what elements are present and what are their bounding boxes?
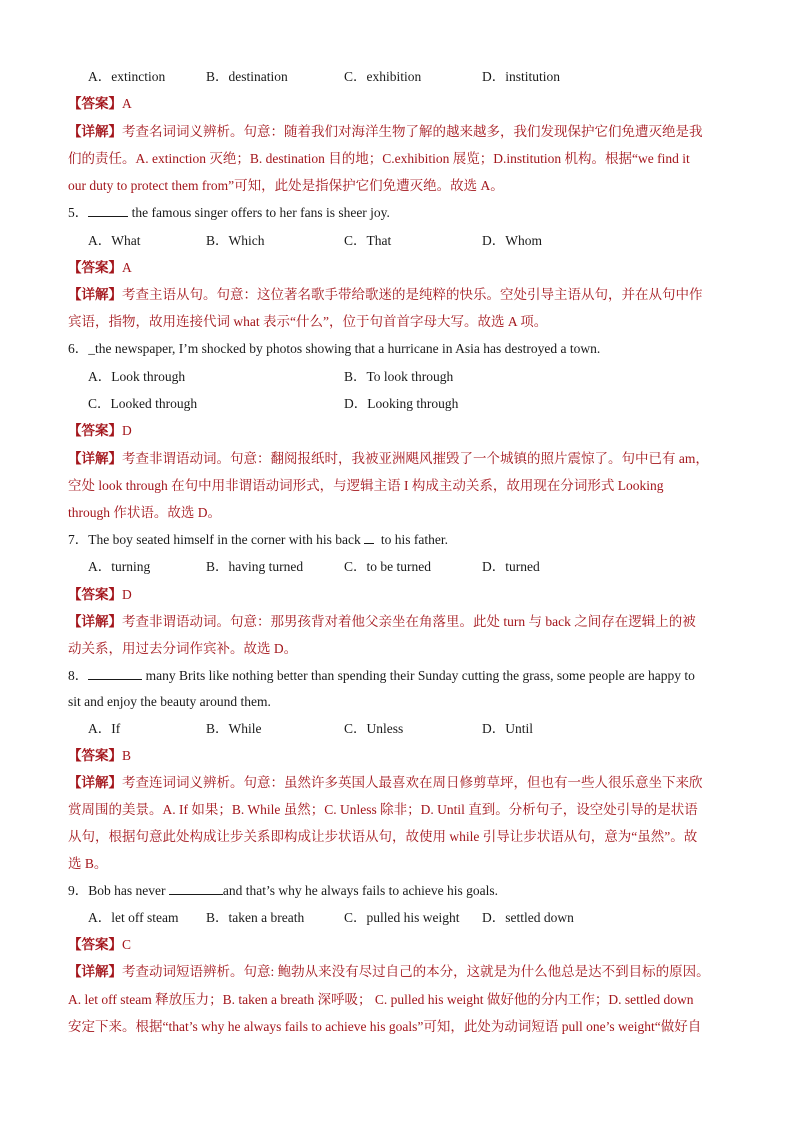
q9-option-b: B．taken a breath — [206, 910, 305, 925]
q8-option-a: A．If — [88, 721, 121, 736]
q8-option-b: B．While — [206, 721, 262, 736]
detail-tag: 【详解】 — [68, 124, 122, 139]
q6-detail-line-3: through 作状语。故选 D。 — [68, 505, 221, 520]
q5-option-c: C．That — [344, 233, 392, 248]
q9-stem: 9．Bob has never and that’s why he always fails to achieve his goals. — [68, 883, 499, 898]
q7-detail-line-2: 动关系，用过去分词作宾补。故选 D。 — [68, 641, 298, 656]
answer-blank — [88, 204, 128, 217]
q5-answer: 【答案】A — [68, 260, 132, 275]
q4-option-b: B．destination — [206, 69, 288, 84]
q5-stem: 5． the famous singer offers to her fans is sheer joy. — [68, 205, 390, 220]
q9-option-a: A．let off steam — [88, 910, 179, 925]
q9-option-c: C．pulled his weight — [344, 910, 460, 925]
q9-detail-line-3: 安定下来。根据“that’s why he always fails to achieve his goals”可知，此处为动词短语 pull one’s weight“做好自 — [68, 1019, 702, 1034]
q4-option-d: D．institution — [482, 69, 561, 84]
q5-detail-line-2: 宾语，指物，故用连接代词 what 表示“什么”，位于句首首字母大写。故选 A 项。 — [68, 314, 548, 329]
q8-detail-line-1: 【详解】考查连词词义辨析。句意：虽然许多英国人最喜欢在周日修剪草坪，但也有一些人很乐意坐下来欣 — [68, 775, 703, 790]
q9-answer: 【答案】C — [68, 937, 132, 952]
q8-option-d: D．Until — [482, 721, 534, 736]
q6-option-c: C．Looked through — [88, 396, 198, 411]
q4-detail-line-1: 【详解】考查名词词义辨析。句意：随着我们对海洋生物了解的越来越多，我们发现保护它们免遭灭绝是我 — [68, 124, 703, 139]
q7-option-d: D．turned — [482, 559, 540, 574]
q8-detail-line-4: 选 B。 — [68, 856, 108, 871]
q5-detail-line-1: 【详解】考查主语从句。句意：这位著名歌手带给歌迷的是纯粹的快乐。空处引导主语从句，并在从句中作 — [68, 287, 703, 302]
answer-tag: 【答案】 — [68, 96, 122, 111]
q6-stem: 6．_the newspaper, I’m shocked by photos showing that a hurricane in Asia has destroyed a town. — [68, 341, 601, 356]
q6-answer: 【答案】D — [68, 423, 132, 438]
q8-stem-line-2: sit and enjoy the beauty around them. — [68, 694, 271, 709]
q8-detail-line-2: 赏周围的美景。A. If 如果；B. While 虽然；C. Unless 除非；D. Until 直到。分析句子，设空处引导的是状语 — [68, 802, 698, 817]
q6-detail-line-2: 空处 look through 在句中用非谓语动词形式，与逻辑主语 I 构成主动关系，故用现在分词形式 Looking — [68, 478, 664, 493]
q9-option-d: D．settled down — [482, 910, 574, 925]
q4-detail-line-3: our duty to protect them from”可知，此处是指保护它们免遭灭绝。故选 A。 — [68, 178, 504, 193]
q5-option-b: B．Which — [206, 233, 265, 248]
q8-stem-line-1: 8． many Brits like nothing better than spending their Sunday cutting the grass, some people are happy to — [68, 668, 695, 683]
answer-value: A — [122, 96, 132, 111]
q7-detail-line-1: 【详解】考查非谓语动词。句意：那男孩背对着他父亲坐在角落里。此处 turn 与 back 之间存在逻辑上的被 — [68, 614, 696, 629]
q7-answer: 【答案】D — [68, 587, 132, 602]
q7-option-c: C．to be turned — [344, 559, 431, 574]
answer-blank — [364, 531, 374, 544]
q9-detail-line-2: A. let off steam 释放压力；B. taken a breath 深呼吸； C. pulled his weight 做好他的分内工作；D. settled down — [68, 992, 694, 1007]
q7-option-a: A．turning — [88, 559, 151, 574]
q9-detail-line-1: 【详解】考查动词短语辨析。句意: 鲍勃从来没有尽过自己的本分，这就是为什么他总是达不到目标的原因。 — [68, 964, 710, 979]
q5-option-a: A．What — [88, 233, 141, 248]
q6-option-d: D．Looking through — [344, 396, 459, 411]
answer-blank — [169, 882, 223, 895]
q4-answer — [68, 95, 738, 113]
q4-option-c: C．exhibition — [344, 69, 422, 84]
q5-option-d: D．Whom — [482, 233, 542, 248]
q7-stem: 7．The boy seated himself in the corner with his back to his father. — [68, 532, 449, 547]
q4-detail-line-2: 们的责任。A. extinction 灭绝；B. destination 目的地；C.exhibition 展览；D.institution 机构。根据“we find it — [68, 151, 690, 166]
q4-option-a: A．extinction — [88, 69, 166, 84]
q6-option-a: A．Look through — [88, 369, 186, 384]
q8-answer: 【答案】B — [68, 748, 132, 763]
q6-detail-line-1: 【详解】考查非谓语动词。句意：翻阅报纸时，我被亚洲飓风摧毁了一个城镇的照片震惊了。句中已有 am， — [68, 451, 709, 466]
q6-option-b: B．To look through — [344, 369, 454, 384]
answer-blank — [88, 667, 142, 680]
q7-option-b: B．having turned — [206, 559, 304, 574]
q8-option-c: C．Unless — [344, 721, 404, 736]
q8-detail-line-3: 从句，根据句意此处构成让步关系即构成让步状语从句，故使用 while 引导让步状语从句，意为“虽然”。故 — [68, 829, 698, 844]
